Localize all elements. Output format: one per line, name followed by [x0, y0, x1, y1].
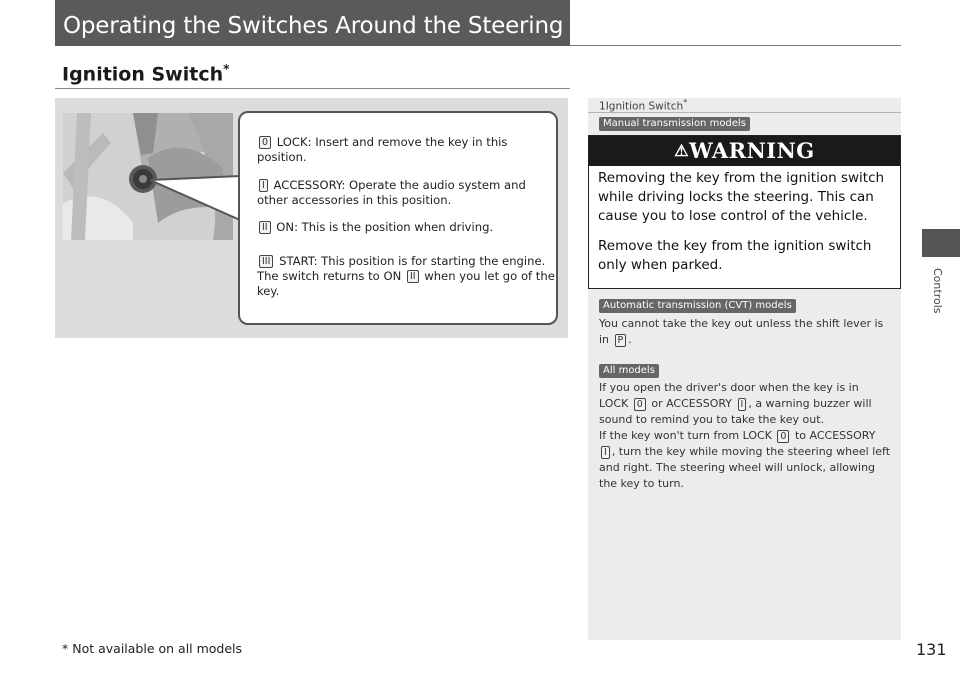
warning-triangle-icon: ⚠	[674, 141, 690, 160]
callout-item-accessory: I ACCESSORY: Operate the audio system and other accessories in this position.	[257, 178, 526, 207]
sidebar-reference: 1Ignition Switch*	[599, 98, 688, 113]
key-symbol: P	[615, 334, 627, 347]
chapter-title: Operating the Switches Around the Steering Wheel	[63, 13, 642, 39]
callout-box	[238, 111, 558, 325]
key-symbol: I	[259, 179, 268, 192]
warning-heading: ⚠WARNING	[589, 136, 900, 166]
key-symbol: II	[407, 270, 419, 283]
callout-item-lock: 0 LOCK: Insert and remove the key in this position.	[257, 135, 508, 164]
page-number: 131	[916, 640, 947, 659]
header-rule	[570, 45, 901, 46]
key-symbol: 0	[634, 398, 646, 411]
warning-text-2: Remove the key from the ignition switch only when parked.	[598, 238, 872, 273]
section-title-asterisk: *	[223, 62, 230, 76]
warning-text-1: Removing the key from the ignition switch while driving locks the steering. This can cause you to lose control of the vehicle.	[598, 170, 885, 224]
warning-box	[588, 135, 901, 289]
callout-item-start: III START: This position is for starting the engine. The switch returns to ON II when you let go of the key.	[257, 254, 555, 298]
key-symbol: I	[601, 446, 610, 459]
key-symbol: 0	[259, 136, 271, 149]
callout-pointer	[150, 170, 250, 230]
callout-item-on: II ON: This is the position when driving.	[257, 220, 493, 235]
automatic-transmission-tag: Automatic transmission (CVT) models	[599, 299, 796, 313]
reference-marker: 1	[599, 100, 606, 113]
footnote: * Not available on all models	[62, 641, 243, 656]
all-models-note-1: If you open the driver's door when the key is in LOCK 0 or ACCESSORY I , a warning buzzer will sound to remind you to take the key out.	[599, 381, 872, 426]
manual-transmission-tag: Manual transmission models	[599, 117, 750, 131]
chapter-tab-label: Controls	[931, 268, 944, 314]
key-symbol: II	[259, 221, 271, 234]
key-symbol: I	[738, 398, 747, 411]
automatic-note: You cannot take the key out unless the shift lever is in P .	[599, 317, 884, 346]
section-rule	[55, 88, 570, 89]
all-models-tag: All models	[599, 364, 659, 378]
all-models-note-2: If the key won't turn from LOCK 0 to ACCESSORY I , turn the key while moving the steering wheel left and right. The steering wheel will unlock, allowing the key to turn.	[599, 429, 891, 490]
chapter-tab[interactable]	[922, 229, 960, 257]
section-title	[62, 62, 229, 85]
key-symbol: 0	[777, 430, 789, 443]
key-symbol: III	[259, 255, 273, 268]
section-title-text: Ignition Switch	[62, 63, 224, 86]
sidebar-rule	[588, 112, 901, 113]
